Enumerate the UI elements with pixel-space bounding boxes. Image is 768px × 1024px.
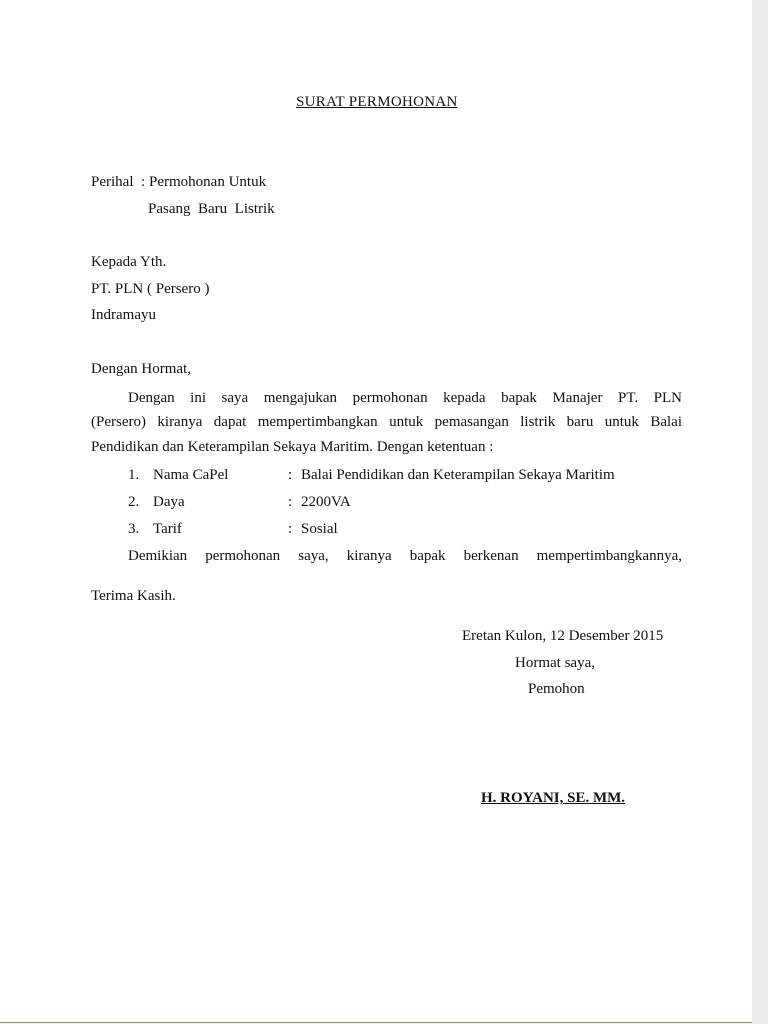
- greeting: Dengan Hormat,: [91, 361, 191, 377]
- recipient-line-1: Kepada Yth.: [91, 254, 167, 270]
- list-item-separator: :: [288, 467, 293, 483]
- closing-line: Demikian permohonan saya, kiranya bapak berkenan mempertimbangkannya,: [128, 548, 682, 564]
- signer-name: H. ROYANI, SE. MM.: [481, 790, 626, 806]
- thanks: Terima Kasih.: [91, 588, 176, 604]
- perihal-line-1: Permohonan Untuk: [149, 174, 267, 190]
- perihal-line-2: Pasang Baru Listrik: [148, 201, 275, 217]
- list-item-value: Sosial: [301, 521, 338, 537]
- body-paragraph-line-3: Pendidikan dan Keterampilan Sekaya Maritim. Dengan ketentuan :: [91, 439, 494, 455]
- list-item-number: 1.: [128, 467, 140, 483]
- regards: Hormat saya,: [515, 655, 595, 671]
- letter-title: SURAT PERMOHONAN: [296, 94, 458, 110]
- list-item-value: 2200VA: [301, 494, 351, 510]
- recipient-line-2: PT. PLN ( Persero ): [91, 281, 210, 297]
- recipient-line-3: Indramayu: [91, 307, 156, 323]
- list-item-value: Balai Pendidikan dan Keterampilan Sekaya Maritim: [301, 467, 615, 483]
- list-item-label: Nama CaPel: [153, 467, 229, 483]
- list-item-number: 2.: [128, 494, 140, 510]
- list-item-label: Daya: [153, 494, 185, 510]
- list-item-separator: :: [288, 494, 293, 510]
- list-item-label: Tarif: [153, 521, 182, 537]
- perihal-label: Perihal: [91, 174, 134, 190]
- list-item-separator: :: [288, 521, 293, 537]
- perihal-separator: :: [141, 174, 146, 190]
- body-paragraph-line-2: (Persero) kiranya dapat mempertimbangkan untuk pemasangan listrik baru untuk Balai: [91, 414, 682, 430]
- signer-role: Pemohon: [528, 681, 585, 697]
- body-paragraph-line-1: Dengan ini saya mengajukan permohonan kepada bapak Manajer PT. PLN: [128, 390, 682, 406]
- place-date: Eretan Kulon, 12 Desember 2015: [462, 628, 664, 644]
- list-item-number: 3.: [128, 521, 140, 537]
